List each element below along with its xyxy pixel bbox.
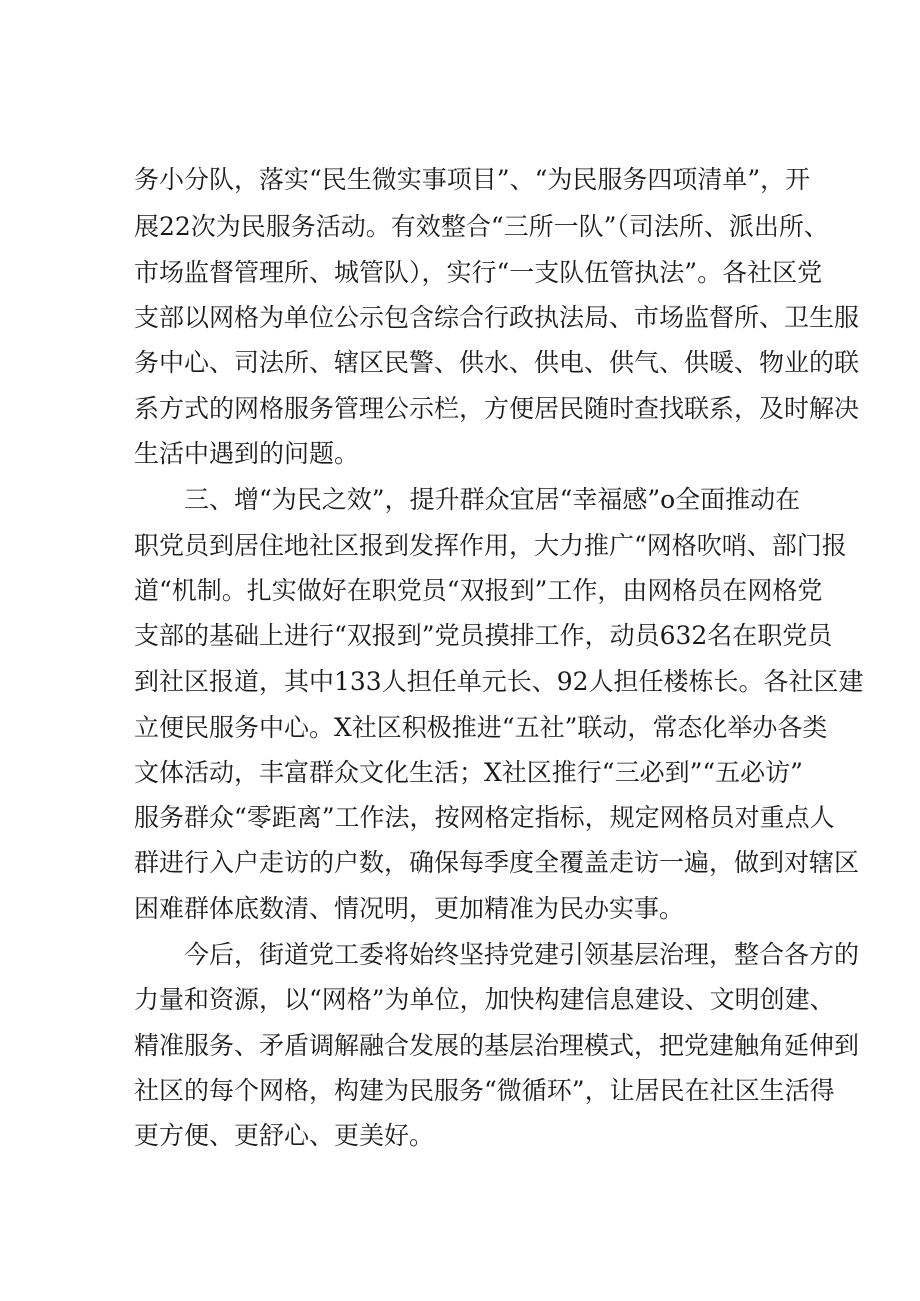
text-line: 务中心、司法所、辖区民警、供水、供电、供气、供暖、物业的联 [134, 348, 860, 377]
text-line: 服务群众“零距离”工作法，按网格定指标，规定网格员对重点人 [134, 803, 835, 832]
text-line: 精准服务、矛盾调解融合发展的基层治理模式，把党建触角延伸到 [134, 1031, 860, 1060]
text-line: 到社区报道，其中133人担任单元长、92人担任楼栋长。各社区建 [134, 667, 864, 696]
text-line: 支部的基础上进行“双报到”党员摸排工作，动员632名在职党员 [134, 621, 833, 650]
text-line: 职党员到居住地社区报到发挥作用，大力推广“网格吹哨、部门报 [134, 531, 847, 560]
text-line: 立便民服务中心。X社区积极推进“五社”联动，常态化举办各类 [134, 713, 828, 742]
text-line: 社区的每个网格，构建为民服务“微循环”，让居民在社区生活得 [134, 1076, 835, 1105]
text-line: 系方式的网格服务管理公示栏，方便居民随时查找联系，及时解决 [134, 394, 860, 423]
text-line: 市场监督管理所、城管队），实行“一支队伍管执法”。各社区党 [134, 258, 823, 287]
text-line: 支部以网格为单位公示包含综合行政执法局、市场监督所、卫生服 [134, 303, 860, 332]
text-line: 三、增“为民之效”，提升群众宜居“幸福感”o全面推动在 [184, 485, 801, 514]
text-line: 力量和资源，以“网格”为单位，加快构建信息建设、文明创建、 [134, 985, 835, 1014]
text-line: 展22次为民服务活动。有效整合“三所一队”（司法所、派出所、 [134, 212, 829, 241]
text-line: 困难群体底数清、情况明，更加精准为民办实事。 [134, 894, 685, 923]
text-line: 道“机制。扎实做好在职党员“双报到”工作，由网格员在网格党 [134, 576, 823, 605]
text-line: 文体活动，丰富群众文化生活；X社区推行“三必到”“五必访” [134, 758, 803, 787]
text-line: 今后，街道党工委将始终坚持党建引领基层治理，整合各方的 [184, 940, 860, 969]
text-line: 务小分队，落实“民生微实事项目”、“为民服务四项清单”，开 [134, 165, 811, 194]
text-line: 生活中遇到的问题。 [134, 439, 360, 468]
text-line: 群进行入户走访的户数，确保每季度全覆盖走访一遍，做到对辖区 [134, 848, 860, 877]
text-line: 更方便、更舒心、更美好。 [134, 1121, 435, 1150]
